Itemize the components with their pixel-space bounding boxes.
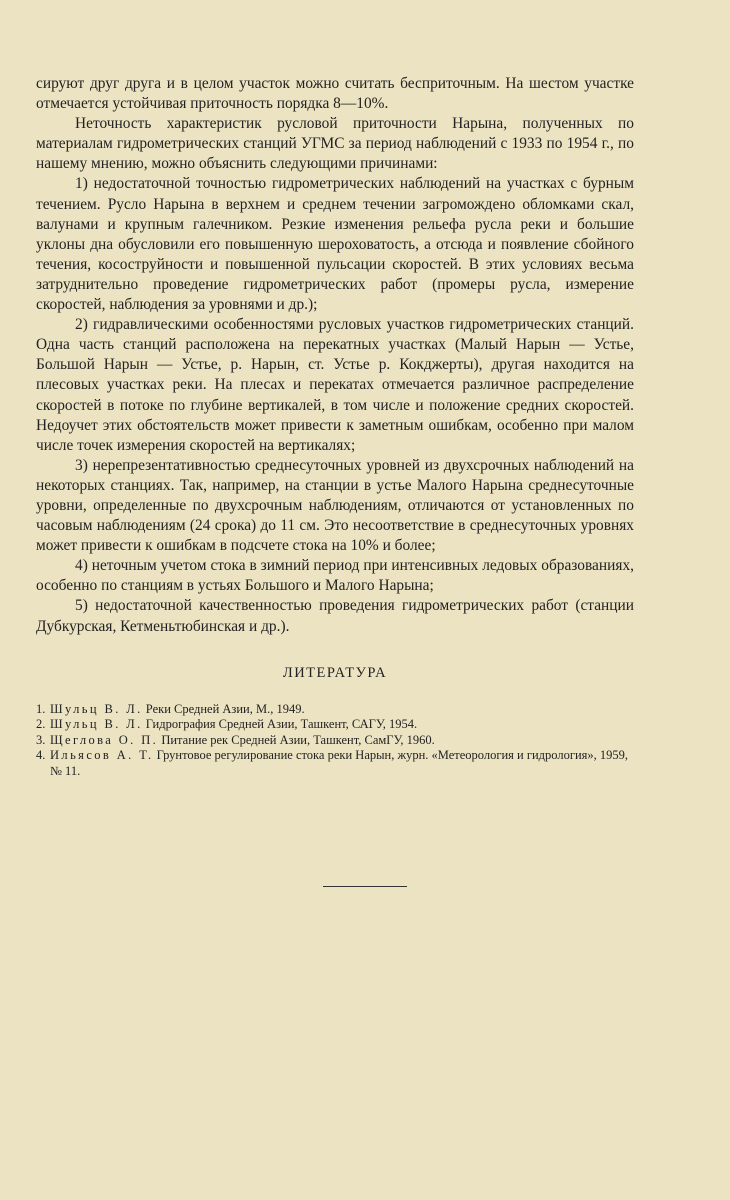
reference-number: 2.: [36, 717, 46, 732]
paragraph-reason-1: 1) недостаточной точностью гидрометрических наблюдений на участках с бурным течением. Русло Нарына в верхнем и среднем течении загромождено обломками скал, валунами и крупным галечником. Резкие изменения рельефа русла реки и большие уклоны дна обусловили его повышенную шероховатость, а отсюда и появление сбойного течения, косоструйности и повышенной пульсации скоростей. В этих условиях весьма затруднительно проведение гидрометрических работ (промеры русла, измерение скоростей, наблюдения за уровнями и др.);: [36, 175, 634, 314]
reference-number: 4.: [36, 748, 46, 763]
paragraph-intro: Неточность характеристик русловой приточности Нарына, полученных по материалам гидрометрических станций УГМС за период наблюдений с 1933 по 1954 г., по нашему мнению, можно объяснить следующими причинами:: [36, 115, 634, 173]
reference-text: Питание рек Средней Азии, Ташкент, СамГУ, 1960.: [161, 732, 435, 747]
paragraph-reason-3: 3) нерепрезентативностью среднесуточных уровней из двухсрочных наблюдений на некоторых станциях. Так, например, на станции в устье Малого Нарына среднесуточные уровни, определенные по двухсрочным наблюдениям, отличаются от установленных по часовым наблюдениям (24 срока) до 11 см. Это несоответствие в среднесуточных уровнях может привести к ошибкам в подсчете стока на 10% и более;: [36, 456, 634, 555]
reference-text: Грунтовое регулирование стока реки Нарын, журн. «Метеорология и гидрология», 1959, № 11.: [50, 748, 629, 778]
reference-author: Шульц В. Л.: [50, 717, 143, 732]
paragraph-reason-4: 4) неточным учетом стока в зимний период при интенсивных ледовых образованиях, особенно по станциям в устьях Большого и Малого Нарына;: [36, 557, 634, 595]
reference-number: 3.: [36, 732, 46, 747]
paragraph-reason-5: 5) недостаточной качественностью проведения гидрометрических работ (станции Дубкурская, Кетменьтюбинская и др.).: [36, 597, 634, 635]
reference-item: [36, 717, 634, 733]
paragraph-reason-2: 2) гидравлическими особенностями русловых участков гидрометрических станций. Одна часть станций расположена на перекатных участках (Малый Нарын — Устье, Большой Нарын — Устье, р. Нарын, ст. Устье р. Кокджерты), другая находится на плесовых участках реки. На плесах и перекатах отмечается различное распределение скоростей в потоке по глубине вертикалей, в том числе и положение средних скоростей. Недоучет этих обстоятельств может привести к заметным ошибкам, особенно при малом числе точек измерения скоростей на вертикалях;: [36, 316, 634, 454]
body-text: [36, 74, 634, 637]
reference-text: Реки Средней Азии, М., 1949.: [145, 701, 305, 716]
reference-author: Шульц В. Л.: [50, 701, 143, 716]
reference-author: Щеглова О. П.: [50, 732, 159, 747]
reference-number: 1.: [36, 701, 46, 716]
reference-author: Ильясов А. Т.: [50, 748, 154, 763]
references-title: ЛИТЕРАТУРА: [282, 664, 388, 681]
references-list: [36, 702, 634, 780]
reference-item: [36, 748, 634, 779]
reference-item: [36, 702, 634, 718]
paragraph-continuation: сируют друг друга и в целом участок можно считать бесприточным. На шестом участке отмечается устойчивая приточность порядка 8—10%.: [36, 75, 634, 113]
reference-text: Гидрография Средней Азии, Ташкент, САГУ, 1954.: [145, 717, 418, 732]
reference-item: [36, 733, 634, 749]
end-rule: [323, 886, 407, 887]
